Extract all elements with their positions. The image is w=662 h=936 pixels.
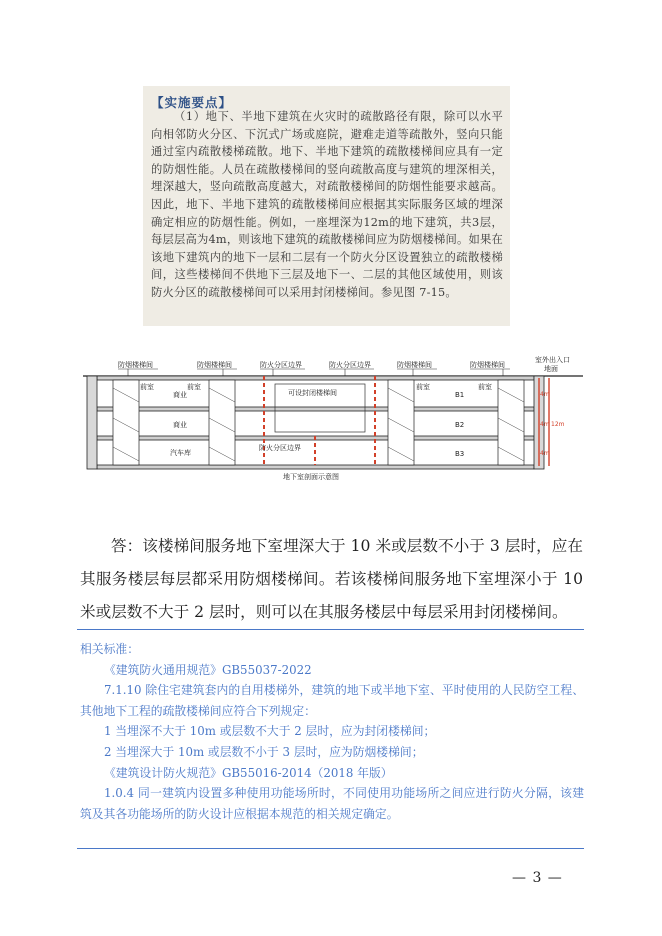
- label-dim-total: 12m: [551, 421, 565, 428]
- standard-1-item-2: 2 当埋深大于 10m 或层数不小于 3 层时，应为防烟楼梯间；: [104, 744, 424, 759]
- label-dim-b2: 4m: [540, 421, 550, 428]
- label-ground: 地面: [544, 365, 558, 373]
- label-smoke-stair-1: 防烟楼梯间: [118, 361, 153, 369]
- standard-2-title: 《建筑设计防火规范》GB55016-2014（2018 年版）: [104, 765, 393, 780]
- label-dim-b1: 4m: [540, 391, 550, 398]
- basement-section-diagram: [83, 348, 583, 484]
- label-garage: 汽车库: [170, 449, 191, 457]
- label-b3: B3: [455, 450, 465, 458]
- standards-title: 相关标准：: [80, 642, 139, 656]
- divider-top: [77, 629, 584, 630]
- label-boundary-inner: 防火分区边界: [259, 444, 301, 452]
- label-b1: B1: [455, 391, 465, 399]
- label-closed-stair: 可设封闭楼梯间: [288, 389, 337, 397]
- excerpt-body: （1）地下、半地下建筑在火灾时的疏散路径有限，除可以水平向相邻防火分区、下沉式广场或庭院，避难走道等疏散外，竖向只能通过室内疏散楼梯疏散。地下、半地下建筑的疏散楼梯间应具有一定的防烟性能。人员在疏散楼梯间的竖向疏散高度与建筑的埋深相关，埋深越大，竖向疏散高度越大，对疏散楼梯间的防烟性能要求越高。因此，地下、半地下建筑的疏散楼梯间应根据其实际服务区域的埋深确定相应的防烟性能。例如，一座埋深为12m的地下建筑，共3层，每层层高为4m，则该地下建筑的疏散楼梯间应为防烟楼梯间。如果在该地下建筑内的地下一层和二层有一个防火分区设置独立的疏散楼梯间，这些楼梯间不供地下三层及地下一、二层的其他区域使用，则该防火分区的疏散楼梯间可以采用封闭楼梯间。参见图 7-15。: [151, 110, 503, 299]
- answer-paragraph: 答：该楼梯间服务地下室埋深大于 10 米或层数不小于 3 层时，应在其服务楼层每层都采用防烟楼梯间。若该楼梯间服务地下室埋深小于 10 米或层数不大于 2 层时，则可以在其服务楼层中每层采用封闭楼梯间。: [80, 537, 583, 621]
- label-dim-b3: 4m: [540, 450, 550, 457]
- diagram-caption: 地下室剖面示意图: [283, 473, 339, 481]
- label-smoke-stair-2: 防烟楼梯间: [197, 361, 232, 369]
- standard-1-item-1: 1 当埋深不大于 10m 或层数不大于 2 层时，应为封闭楼梯间；: [104, 724, 436, 739]
- standard-2-clause: 1.0.4 同一建筑内设置多种使用功能场所时，不同使用功能场所之间应进行防火分隔，该建筑及其各功能场所的防火设计应根据本规范的相关规定确定。: [80, 786, 584, 821]
- standard-1-title: 《建筑防火通用规范》GB55037-2022: [104, 662, 312, 677]
- label-boundary-2: 防火分区边界: [329, 361, 371, 369]
- label-anteroom-2: 前室: [187, 383, 201, 391]
- label-anteroom-3: 前室: [416, 383, 430, 391]
- label-anteroom-1: 前室: [140, 383, 154, 391]
- label-commerce-b2: 商业: [173, 421, 187, 429]
- related-standards: [80, 639, 584, 824]
- divider-bottom: [77, 848, 584, 849]
- label-boundary-1: 防火分区边界: [260, 361, 302, 369]
- label-b2: B2: [455, 421, 465, 429]
- label-commerce-b1: 商业: [173, 391, 187, 399]
- page-number: — 3 —: [512, 870, 563, 886]
- standard-1-clause: 7.1.10 除住宅建筑套内的自用楼梯外，建筑的地下或半地下室、平时使用的人民防空工程、其他地下工程的疏散楼梯间应符合下列规定：: [80, 683, 584, 718]
- label-smoke-stair-3: 防烟楼梯间: [397, 361, 432, 369]
- excerpt-heading: 【实施要点】: [151, 95, 233, 110]
- label-exit: 室外出入口: [535, 356, 570, 364]
- excerpt-image: [143, 86, 510, 326]
- label-smoke-stair-4: 防烟楼梯间: [470, 361, 505, 369]
- label-anteroom-4: 前室: [478, 383, 492, 391]
